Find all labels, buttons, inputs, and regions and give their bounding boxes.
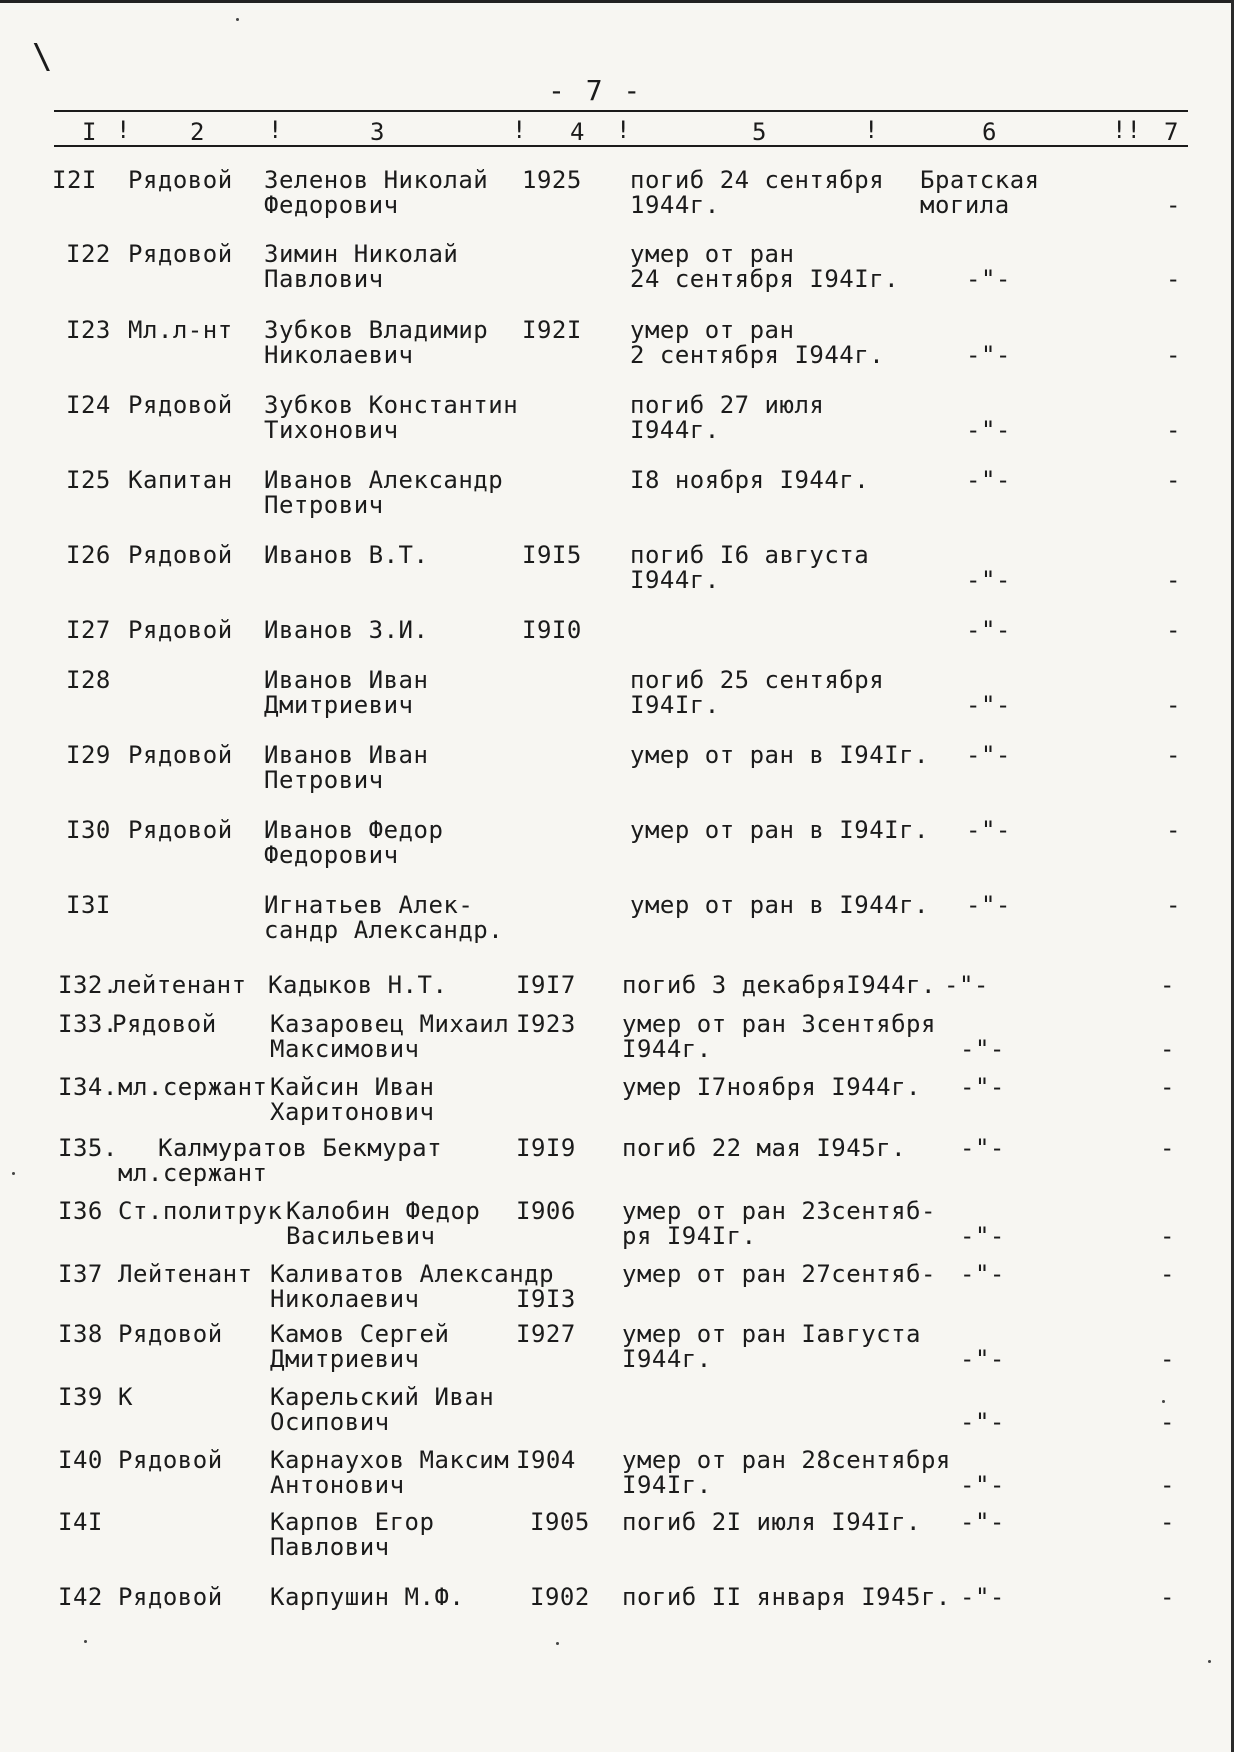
fate-date: погиб 2I июля I94Iг. — [622, 1508, 921, 1536]
note-mark: - — [1166, 616, 1181, 644]
record-number: I28 — [66, 666, 111, 694]
fate-date: I944г. — [622, 1345, 712, 1373]
column-separator: ! — [616, 116, 631, 144]
soldier-rank: Рядовой — [128, 166, 233, 194]
burial-place: -"- — [960, 1408, 1005, 1436]
fate-date: умер от ран 28сентября — [622, 1446, 951, 1474]
birth-year: I923 — [516, 1010, 576, 1038]
soldier-rank: мл.сержант — [118, 1073, 268, 1101]
soldier-rank: Рядовой — [118, 1583, 223, 1611]
fate-date: I94Iг. — [622, 1471, 712, 1499]
soldier-name: Николаевич — [270, 1285, 420, 1313]
burial-place: -"- — [966, 466, 1011, 494]
soldier-name: Антонович — [270, 1471, 405, 1499]
soldier-name: Калмуратов Бекмурат — [158, 1134, 443, 1162]
soldier-name: Карпушин М.Ф. — [270, 1583, 465, 1611]
fate-date: 2 сентября I944г. — [630, 341, 885, 369]
record-number: I38 — [58, 1320, 103, 1348]
soldier-name: Иванов З.И. — [264, 616, 429, 644]
record-number: I3I — [66, 891, 111, 919]
soldier-name: Каливатов Александр — [270, 1260, 555, 1288]
record-number: I39 — [58, 1383, 103, 1411]
fate-date: погиб 24 сентября — [630, 166, 885, 194]
soldier-rank: Мл.л-нт — [128, 316, 233, 344]
soldier-name: Петрович — [264, 491, 384, 519]
record-number: I32. — [58, 971, 118, 999]
fate-date: умер от ран — [630, 240, 795, 268]
note-mark: - — [1166, 691, 1181, 719]
fate-date: погиб 25 сентября — [630, 666, 885, 694]
fate-date: 1944г. — [630, 191, 720, 219]
soldier-rank: Рядовой — [128, 741, 233, 769]
column-separator: ! — [512, 116, 527, 144]
birth-year: I904 — [516, 1446, 576, 1474]
burial-place: -"- — [944, 971, 989, 999]
scan-speck — [236, 18, 239, 21]
note-mark: - — [1166, 741, 1181, 769]
column-header-7: 7 — [1164, 118, 1179, 146]
soldier-rank: Рядовой — [128, 541, 233, 569]
note-mark: - — [1160, 1073, 1175, 1101]
fate-date: умер от ран — [630, 316, 795, 344]
record-number: I24 — [66, 391, 111, 419]
soldier-name: Зимин Николай — [264, 240, 459, 268]
birth-year: 1925 — [522, 166, 582, 194]
soldier-name: Дмитриевич — [270, 1345, 420, 1373]
soldier-name: сандр Александр. — [264, 916, 504, 944]
fate-date: I8 ноября I944г. — [630, 466, 870, 494]
column-header-2: 2 — [190, 118, 205, 146]
record-number: I23 — [66, 316, 111, 344]
birth-year: I9I7 — [516, 971, 576, 999]
burial-place: -"- — [966, 265, 1011, 293]
soldier-name: Васильевич — [286, 1222, 436, 1250]
note-mark: - — [1160, 1471, 1175, 1499]
column-separator: ! — [268, 116, 283, 144]
scan-edge-top — [0, 0, 1234, 3]
note-mark: - — [1166, 566, 1181, 594]
fate-date: погиб I6 августа — [630, 541, 870, 569]
burial-place: -"- — [966, 341, 1011, 369]
fate-date: умер от ран в I944г. — [630, 891, 929, 919]
fate-date: умер от ран 3сентября — [622, 1010, 936, 1038]
soldier-name: Карпов Егор — [270, 1508, 435, 1536]
scan-speck — [556, 1642, 559, 1645]
soldier-name: Харитонович — [270, 1098, 435, 1126]
soldier-name: Павлович — [270, 1533, 390, 1561]
record-number: I42 — [58, 1583, 103, 1611]
burial-place: -"- — [966, 566, 1011, 594]
soldier-rank: лейтенант — [112, 971, 247, 999]
fate-date: умер от ран в I94Iг. — [630, 741, 929, 769]
fate-date: погиб 3 декабряI944г. — [622, 971, 936, 999]
birth-year: I9I5 — [522, 541, 582, 569]
table-top-rule — [54, 110, 1188, 112]
note-mark: - — [1160, 971, 1175, 999]
soldier-name: Кадыков Н.Т. — [268, 971, 448, 999]
record-number: I36 — [58, 1197, 103, 1225]
soldier-name: Максимович — [270, 1035, 420, 1063]
note-mark: - — [1160, 1035, 1175, 1063]
note-mark: - — [1160, 1260, 1175, 1288]
soldier-name: Иванов В.Т. — [264, 541, 429, 569]
table-header-rule — [54, 145, 1188, 147]
burial-place: -"- — [960, 1073, 1005, 1101]
soldier-rank: Лейтенант — [118, 1260, 253, 1288]
soldier-rank: Рядовой — [118, 1320, 223, 1348]
record-number: I29 — [66, 741, 111, 769]
soldier-name: Иванов Иван — [264, 666, 429, 694]
burial-place: -"- — [960, 1583, 1005, 1611]
note-mark: - — [1160, 1508, 1175, 1536]
soldier-name: Дмитриевич — [264, 691, 414, 719]
note-mark: - — [1166, 416, 1181, 444]
note-mark: - — [1166, 816, 1181, 844]
record-number: I4I — [58, 1508, 103, 1536]
record-number: I30 — [66, 816, 111, 844]
note-mark: - — [1166, 466, 1181, 494]
record-number: I22 — [66, 240, 111, 268]
column-header-5: 5 — [752, 118, 767, 146]
soldier-rank: Рядовой — [128, 240, 233, 268]
note-mark: - — [1166, 265, 1181, 293]
fate-date: I944г. — [630, 416, 720, 444]
burial-place: -"- — [960, 1471, 1005, 1499]
burial-place: могила — [920, 191, 1010, 219]
burial-place: -"- — [966, 691, 1011, 719]
soldier-name: Зеленов Николай — [264, 166, 489, 194]
soldier-name: Иванов Федор — [264, 816, 444, 844]
note-mark: - — [1166, 191, 1181, 219]
fate-date: умер I7ноября I944г. — [622, 1073, 921, 1101]
birth-year: I927 — [516, 1320, 576, 1348]
record-number: I34. — [58, 1073, 118, 1101]
soldier-rank: мл.сержант — [118, 1159, 268, 1187]
note-mark: - — [1160, 1345, 1175, 1373]
column-header-6: 6 — [982, 118, 997, 146]
soldier-name: Иванов Александр — [264, 466, 504, 494]
fate-date: умер от ран в I94Iг. — [630, 816, 929, 844]
soldier-rank: Рядовой — [128, 816, 233, 844]
soldier-name: Карельский Иван — [270, 1383, 495, 1411]
soldier-name: Петрович — [264, 766, 384, 794]
soldier-rank: К — [118, 1383, 133, 1411]
burial-place: Братская — [920, 166, 1040, 194]
scan-speck — [1208, 1660, 1211, 1663]
note-mark: - — [1160, 1583, 1175, 1611]
record-number: I35. — [58, 1134, 118, 1162]
fate-date: I944г. — [622, 1035, 712, 1063]
soldier-rank: Капитан — [128, 466, 233, 494]
note-mark: - — [1166, 891, 1181, 919]
soldier-name: Карнаухов Максим — [270, 1446, 510, 1474]
birth-year: I9I9 — [516, 1134, 576, 1162]
soldier-name: Кайсин Иван — [270, 1073, 435, 1101]
fate-date: I94Iг. — [630, 691, 720, 719]
soldier-name: Зубков Владимир — [264, 316, 489, 344]
soldier-rank: Рядовой — [128, 616, 233, 644]
scan-speck — [84, 1640, 87, 1643]
column-header-4: 4 — [570, 118, 585, 146]
burial-place: -"- — [960, 1035, 1005, 1063]
burial-place: -"- — [960, 1260, 1005, 1288]
note-mark: - — [1160, 1408, 1175, 1436]
burial-place: -"- — [960, 1508, 1005, 1536]
soldier-name: Николаевич — [264, 341, 414, 369]
soldier-name: Калобин Федор — [286, 1197, 481, 1225]
record-number: I37 — [58, 1260, 103, 1288]
burial-place: -"- — [966, 416, 1011, 444]
birth-year: I9I0 — [522, 616, 582, 644]
fate-date: погиб 22 мая I945г. — [622, 1134, 907, 1162]
birth-year: I9I3 — [516, 1285, 576, 1313]
birth-year: I902 — [530, 1583, 590, 1611]
record-number: I27 — [66, 616, 111, 644]
note-mark: - — [1166, 341, 1181, 369]
soldier-name: Зубков Константин — [264, 391, 519, 419]
record-number: I33. — [58, 1010, 118, 1038]
soldier-name: Игнатьев Алек- — [264, 891, 474, 919]
fate-date: ря I94Iг. — [622, 1222, 757, 1250]
soldier-rank: Рядовой — [112, 1010, 217, 1038]
fate-date: погиб II января I945г. — [622, 1583, 951, 1611]
birth-year: I905 — [530, 1508, 590, 1536]
fate-date: умер от ран Iавгуста — [622, 1320, 921, 1348]
note-mark: - — [1160, 1222, 1175, 1250]
soldier-name: Федорович — [264, 841, 399, 869]
soldier-name: Иванов Иван — [264, 741, 429, 769]
record-number: I40 — [58, 1446, 103, 1474]
handwritten-mark: \ — [32, 37, 53, 77]
record-number: I26 — [66, 541, 111, 569]
record-number: I25 — [66, 466, 111, 494]
birth-year: I906 — [516, 1197, 576, 1225]
soldier-name: Осипович — [270, 1408, 390, 1436]
birth-year: I92I — [522, 316, 582, 344]
note-mark: - — [1160, 1134, 1175, 1162]
column-separator: !! — [1112, 116, 1141, 144]
page-number: - 7 - — [548, 74, 643, 107]
fate-date: 24 сентября I94Iг. — [630, 265, 900, 293]
soldier-name: Павлович — [264, 265, 384, 293]
burial-place: -"- — [966, 891, 1011, 919]
burial-place: -"- — [966, 741, 1011, 769]
scan-speck — [1162, 1400, 1165, 1403]
fate-date: погиб 27 июля — [630, 391, 825, 419]
column-separator: ! — [864, 116, 879, 144]
record-number: I2I — [52, 166, 97, 194]
scan-speck — [12, 1172, 15, 1175]
soldier-name: Федорович — [264, 191, 399, 219]
burial-place: -"- — [960, 1134, 1005, 1162]
fate-date: умер от ран 23сентяб- — [622, 1197, 936, 1225]
soldier-name: Казаровец Михаил — [270, 1010, 510, 1038]
column-header-1: I — [82, 118, 97, 146]
burial-place: -"- — [960, 1345, 1005, 1373]
column-header-3: 3 — [370, 118, 385, 146]
soldier-rank: Рядовой — [118, 1446, 223, 1474]
burial-place: -"- — [966, 816, 1011, 844]
soldier-name: Камов Сергей — [270, 1320, 450, 1348]
soldier-rank: Рядовой — [128, 391, 233, 419]
soldier-name: Тихонович — [264, 416, 399, 444]
column-separator: ! — [116, 116, 131, 144]
soldier-rank: Ст.политрук — [118, 1197, 283, 1225]
burial-place: -"- — [966, 616, 1011, 644]
burial-place: -"- — [960, 1222, 1005, 1250]
fate-date: I944г. — [630, 566, 720, 594]
fate-date: умер от ран 27сентяб- — [622, 1260, 936, 1288]
